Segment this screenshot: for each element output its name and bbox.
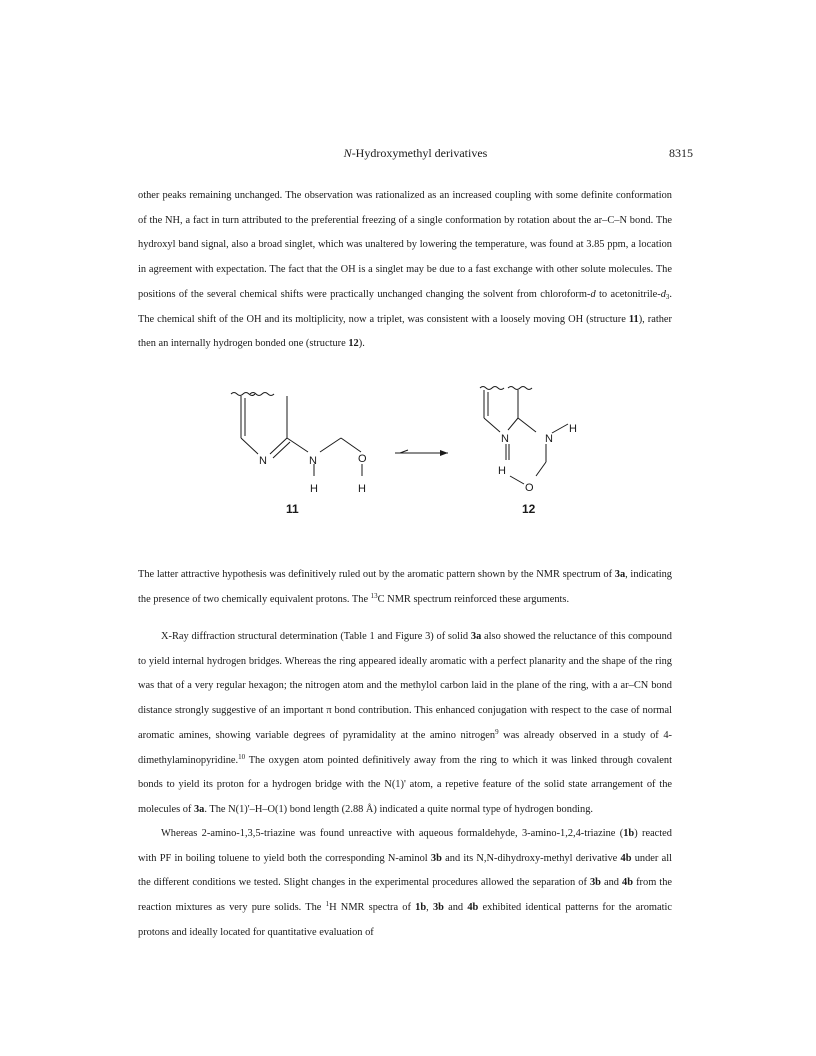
atom-n: N bbox=[259, 455, 267, 467]
paragraph-2 bbox=[138, 563, 672, 612]
wavy-bond-12b bbox=[508, 387, 532, 390]
p4-ref-1b-2: 1b bbox=[415, 902, 427, 914]
chemical-structures-svg bbox=[0, 380, 816, 530]
p4-text-8: , bbox=[426, 902, 433, 914]
atom-n: N bbox=[309, 455, 317, 467]
p2-ref-3a: 3a bbox=[614, 569, 626, 580]
p4-ref-4b: 4b bbox=[620, 852, 632, 864]
p3-ref-3a-2: 3a bbox=[193, 803, 205, 815]
p3-text-5: . The N(1)'–H–O(1) bond length (2.88 Å) indicated a quite normal type of hydrogen bonding. bbox=[204, 803, 594, 815]
p4-text-10: exhibited identical patterns for the aromatic protons and ideally located for quantitative evaluation of bbox=[138, 902, 672, 938]
p2-text-2: , indicating the presence of two chemically equivalent protons. The bbox=[138, 569, 672, 605]
p3-text-2: also showed the reluctance of this compound to yield internal hydrogen bridges. Whereas the ring appeared ideally aromatic with a perfect planarity and the shape of the ring was that of a very regular hexagon; the nitrogen atom and the methylol carbon laid in the plane of the ring, with a ar–CN bond distance strongly suggestive of an important π bond contribution. This enhanced conjugation with respect to the case of normal aromatic amines, showing variable degrees of pyramidality at the amino nitrogen bbox=[138, 631, 672, 741]
p4-ref-4b-3: 4b bbox=[467, 902, 479, 914]
running-title bbox=[138, 146, 693, 161]
p1-text-4: ), rather then an internally hydrogen bonded one (structure bbox=[138, 313, 672, 350]
p4-text-9: and bbox=[443, 902, 468, 914]
p4-text-5: and bbox=[600, 877, 623, 889]
p3-text-3: was already observed in a study of 4-dimethylaminopyridine. bbox=[138, 729, 672, 766]
p4-text-2: ) reacted with PF in boiling toluene to yield both the corresponding N-aminol bbox=[138, 828, 672, 864]
compound-label-11: 11 bbox=[286, 502, 299, 516]
structures-figure bbox=[0, 380, 816, 530]
atom-n: N bbox=[501, 433, 509, 445]
p4-text-3: and its N,N-dihydroxy-methyl derivative bbox=[441, 852, 621, 864]
p4-text-7: H NMR spectra of bbox=[329, 902, 416, 914]
p4-ref-4b-2: 4b bbox=[622, 877, 634, 889]
wavy-bond-12a bbox=[480, 387, 504, 390]
p4-text-4: under all the different conditions we tested. Slight changes in the experimental procedures allowed the separation of bbox=[138, 852, 672, 889]
p1-text-5: ). bbox=[358, 338, 365, 350]
p3-text-4: The oxygen atom pointed definitively away from the ring to which it was linked through covalent bonds to yield its proton for a hydrogen bridge with the N(1)' atom, a repetive feature of the solid state arrangement of the molecules of bbox=[138, 754, 672, 815]
atom-o: O bbox=[525, 482, 534, 494]
running-header bbox=[138, 146, 693, 162]
title-text: -Hydroxymethyl derivatives bbox=[351, 146, 488, 160]
p4-sup-1: 1 bbox=[325, 900, 330, 909]
p1-text-1: other peaks remaining unchanged. The observation was rationalized as an increased coupling with some definite conformation of the NH, a fact in turn attributed to the preferential freezing of a single conformation by rotation about the ar–C–N bond. The hydroxyl band signal, also a broad singlet, which was unaltered by lowering the temperature, was found at 3.85 ppm, a location in agreement with expectation. The fact that the OH is a singlet may be due to a fast exchange with other solute molecules. The positions of the several chemical shifts were practically unchanged changing the solvent from chloroform- bbox=[138, 190, 672, 300]
p3-text-1: X-Ray diffraction structural determination (Table 1 and Figure 3) of solid bbox=[161, 631, 471, 642]
paragraph-1 bbox=[138, 184, 672, 357]
structure-12-bonds bbox=[480, 387, 568, 485]
atom-h: H bbox=[310, 483, 318, 495]
p2-sup-13: 13 bbox=[370, 591, 378, 600]
p4-text-1: Whereas 2-amino-1,3,5-triazine was found unreactive with aqueous formaldehyde, 3-amino-1,2,4-triazine ( bbox=[161, 828, 624, 839]
paragraph-4 bbox=[138, 822, 672, 946]
p4-ref-3b-3: 3b bbox=[432, 902, 444, 914]
p1-italic-d: d bbox=[590, 288, 596, 300]
p4-ref-3b: 3b bbox=[430, 852, 442, 864]
p1-text-3: . The chemical shift of the OH and its moltiplicity, now a triplet, was consistent with a loosely moving OH (structure bbox=[138, 288, 672, 325]
p1-ref-11: 11 bbox=[628, 313, 639, 325]
page-number: 8315 bbox=[669, 146, 693, 160]
atom-n: N bbox=[545, 433, 553, 445]
structure-11-atoms bbox=[259, 453, 367, 516]
p4-ref-3b-2: 3b bbox=[589, 877, 601, 889]
title-italic-n: N bbox=[343, 146, 352, 160]
p4-ref-1b: 1b bbox=[623, 828, 635, 839]
atom-o: O bbox=[358, 453, 367, 465]
p2-text-1: The latter attractive hypothesis was definitively ruled out by the aromatic pattern shown by the NMR spectrum of bbox=[138, 569, 615, 580]
p3-ref-3a: 3a bbox=[470, 631, 482, 642]
p3-sup-10: 10 bbox=[238, 752, 246, 761]
p1-ref-12: 12 bbox=[348, 338, 359, 350]
compound-label-12: 12 bbox=[522, 502, 536, 516]
structure-12-atoms bbox=[498, 423, 577, 516]
atom-h: H bbox=[358, 483, 366, 495]
p1-text-2: to acetonitrile- bbox=[595, 288, 661, 300]
p4-text-6: from the reaction mixtures as very pure solids. The bbox=[138, 877, 673, 914]
atom-h: H bbox=[569, 423, 577, 435]
p2-text-3: C NMR spectrum reinforced these arguments. bbox=[377, 593, 570, 605]
p3-sup-9: 9 bbox=[495, 727, 499, 736]
p1-sub-3: 3 bbox=[665, 292, 670, 301]
atom-h: H bbox=[498, 465, 506, 477]
paragraph-3 bbox=[138, 625, 672, 823]
p1-italic-d3: d bbox=[660, 288, 666, 300]
